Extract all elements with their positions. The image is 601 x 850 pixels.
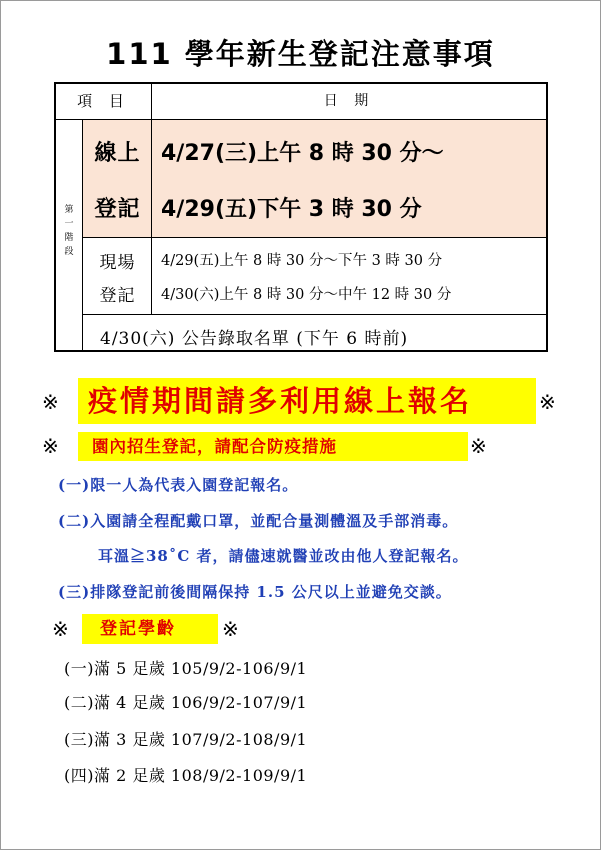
rule-item: (三)排隊登記前後間隔保持 1.5 公尺以上並避免交談。 (58, 583, 452, 601)
age-item: (一)滿 5 足歲 105/9/2-106/9/1 (64, 659, 308, 678)
header-date: 日 期 (323, 93, 375, 109)
onsite-label-line2: 登記 (99, 286, 136, 306)
schedule-table (54, 82, 548, 352)
table-header-row (56, 84, 546, 120)
reference-mark: ※ (539, 390, 556, 414)
reference-mark: ※ (52, 617, 69, 641)
age-item: (四)滿 2 足歲 108/9/2-109/9/1 (64, 766, 308, 785)
onsite-date-line2: 4/30(六)上午 8 時 30 分～中午 12 時 30 分 (161, 287, 452, 303)
online-label-line1: 線上 (94, 141, 141, 166)
online-label-cell (83, 120, 152, 237)
headline-epidemic-measures: 園內招生登記，請配合防疫措施 (78, 432, 468, 461)
rule-item: 耳溫≧38˚C 者，請儘速就醫並改由他人登記報名。 (98, 547, 469, 565)
online-date-line2: 4/29(五)下午 3 時 30 分 (161, 197, 422, 222)
reference-mark: ※ (42, 390, 59, 414)
headline-online-registration: 疫情期間請多利用線上報名 (78, 378, 536, 424)
page-title: 111 學年新生登記注意事項 (106, 37, 495, 71)
onsite-label-line1: 現場 (99, 253, 136, 273)
online-date-line1: 4/27(三)上午 8 時 30 分～ (161, 141, 444, 166)
age-item: (二)滿 4 足歲 106/9/2-107/9/1 (64, 693, 308, 712)
onsite-registration-row (83, 238, 546, 315)
online-registration-row (83, 120, 546, 238)
headline-age-groups: 登記學齡 (82, 614, 218, 644)
age-item: (三)滿 3 足歲 107/9/2-108/9/1 (64, 730, 308, 749)
stage-label: 第一階段 (64, 205, 74, 257)
reference-mark: ※ (42, 434, 59, 458)
onsite-label-cell (83, 238, 152, 314)
rule-item: (一)限一人為代表入園登記報名。 (58, 476, 299, 494)
announcement-text: 4/30(六) 公告錄取名單 (下午 6 時前) (100, 329, 409, 349)
reference-mark: ※ (222, 617, 239, 641)
header-item: 項 目 (56, 84, 152, 119)
onsite-date-line1: 4/29(五)上午 8 時 30 分～下午 3 時 30 分 (161, 253, 443, 269)
stage-cell (56, 120, 83, 350)
reference-mark: ※ (470, 434, 487, 458)
rule-item: (二)入園請全程配戴口罩，並配合量測體溫及手部消毒。 (58, 512, 459, 530)
online-label-line2: 登記 (94, 197, 141, 222)
